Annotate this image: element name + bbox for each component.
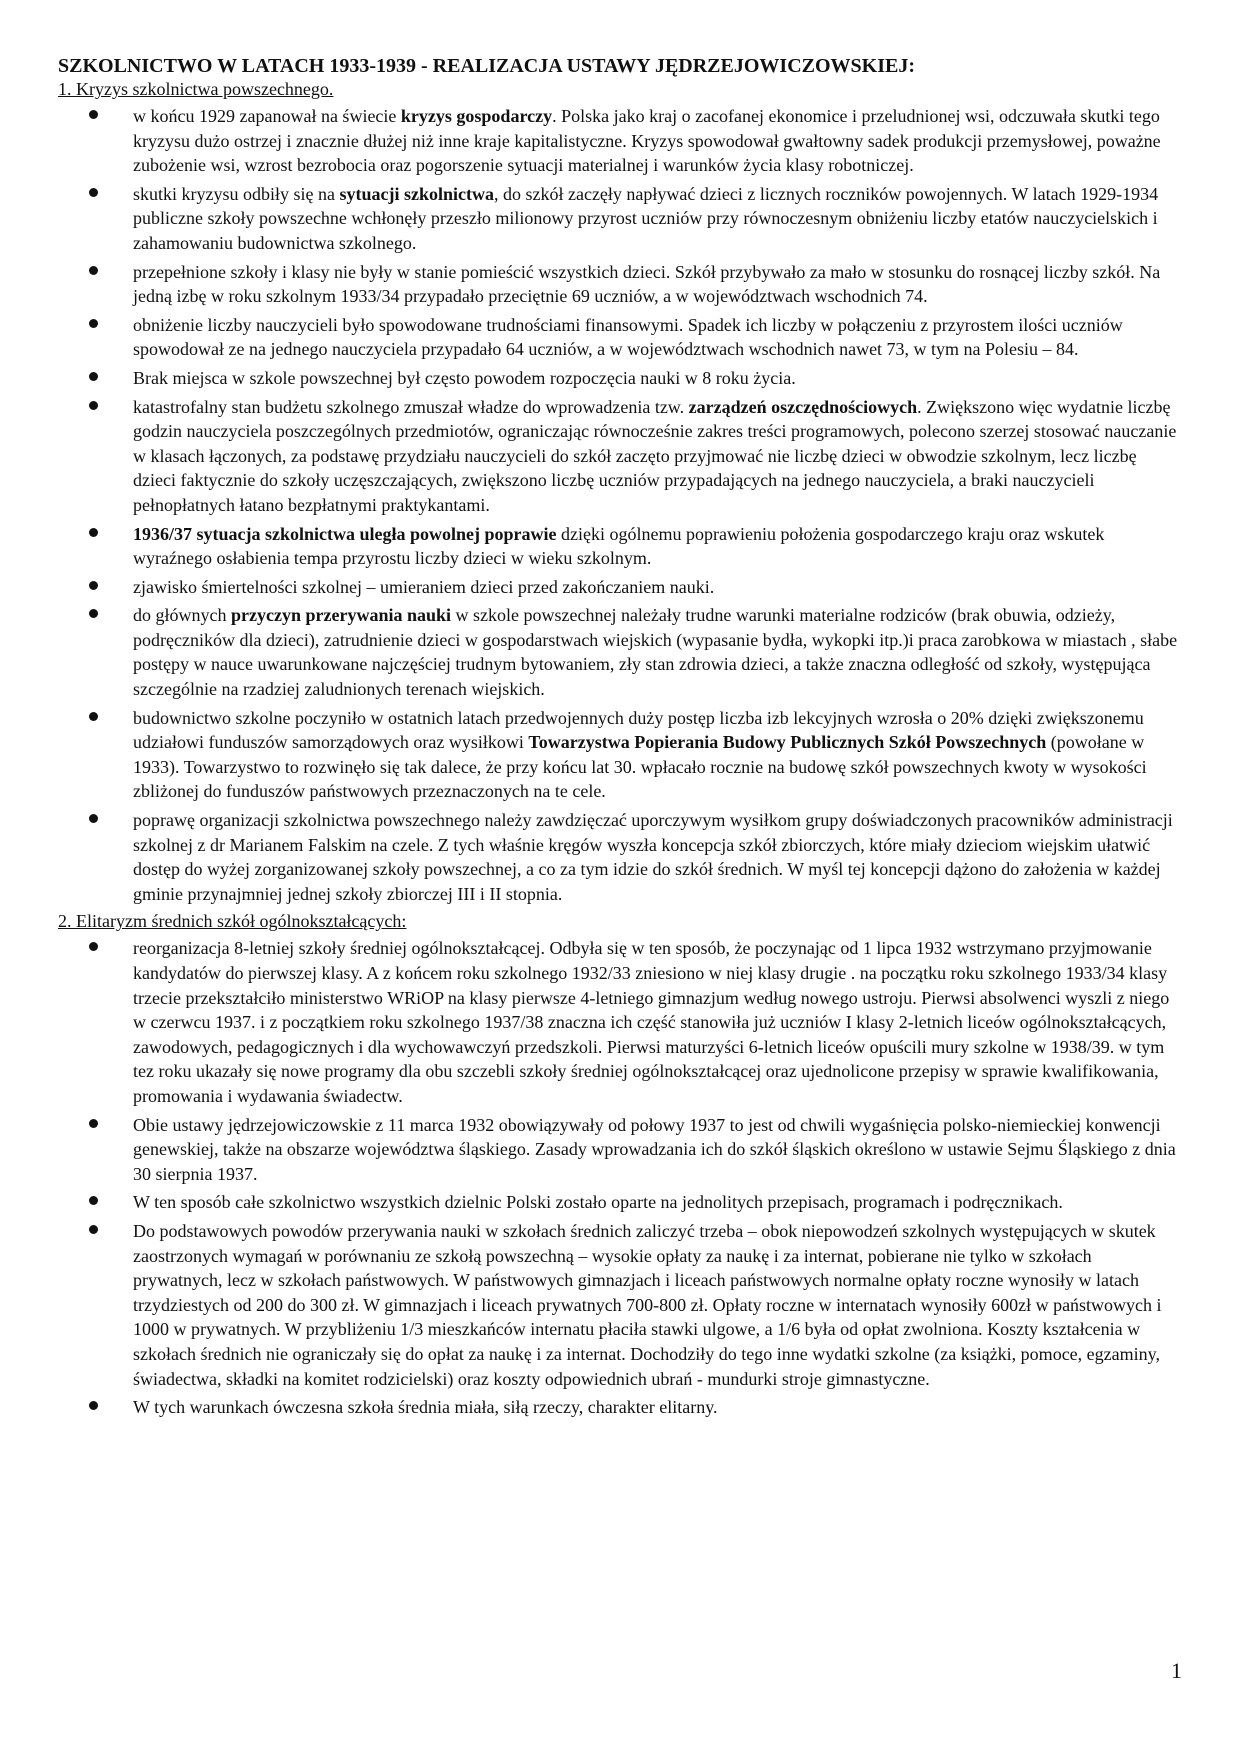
bullet-icon — [89, 266, 98, 275]
bullet-icon — [89, 401, 98, 410]
section-2 — [58, 910, 1183, 1419]
body-text: (powołane w 1933). Towarzystwo to rozwinęło się tak dalece, że przy końcu lat 30. wpłacało rocznie na budowę szkół powszechnych kwoty w wysokości zbliżonej do funduszów państwowych przeznaczonych na te cele. — [133, 732, 1147, 802]
body-text: . Zwiększono więc wydatnie liczbę godzin nauczyciela poszczególnych przedmiotów, ograniczając równocześnie zakres treści programowych, polecono szerzej stosować nauczanie w klasach łączonych, za podstawę przydziału nauczycieli do szkół zaczęto przyjmować nie liczbę dzieci w obwodzie szkolnym, lecz liczbę dzieci faktycznie do szkoły uczęszczających, zwiększono liczbę uczniów przypadających na jednego nauczyciela, a braki nauczycieli pełnopłatnych łatano bezpłatnymi praktykantami. — [133, 396, 1177, 515]
body-text: skutki kryzysu odbiły się na — [133, 183, 340, 204]
section-heading: 1. Kryzys szkolnictwa powszechnego. — [58, 79, 334, 99]
bold-text: zarządzeń oszczędnościowych — [688, 396, 918, 417]
document-content — [58, 54, 1183, 1424]
bold-text: kryzys gospodarczy — [400, 106, 553, 126]
list-item — [58, 1190, 1183, 1215]
list-item — [58, 808, 1183, 906]
section-1 — [58, 78, 1183, 906]
page-number: 1 — [1171, 1658, 1182, 1683]
list-item — [58, 366, 1183, 391]
body-text: do głównych — [133, 605, 231, 626]
list-item — [58, 1113, 1183, 1187]
body-text: reorganizacja 8-letniej szkoły średniej ogólnokształcącej. Odbyła się w ten sposób, że poczynając od 1 lipca 1932 wstrzymano przyjmowanie kandydatów do pierwszej klasy. A z końcem roku szkolnego 1932/33 zniesiono w niej klasy drugie . na początku roku szkolnego 1933/34 klasy trzecie przekształciło ministerstwo WRiOP na klasy pierwsze 4-letniego gimnazjum według nowego ustroju. Pierwsi absolwenci wyszli z niego w czerwcu 1937. i z początkiem roku szkolnego 1937/38 znaczna ich część stanowiła już uczniów I klasy 2-letnich liceów ogólnokształcących, zawodowych, pedagogicznych i dla wychowawczyń przedszkoli. Pierwsi maturzyści 6-letnich liceów opuścili mury szkolne w 1938/39. w tym tez roku ukazały się nowe programy dla obu szczebli szkoły średniej ogólnokształcącej oraz ujednolicone przepisy w sprawie kwalifikowania, promowania i wydawania świadectw. — [133, 938, 1170, 1106]
body-text: w końcu 1929 zapanował na świecie — [133, 106, 401, 126]
bullet-icon — [89, 372, 98, 381]
bullet-list — [58, 104, 1183, 906]
bullet-icon — [89, 1401, 98, 1410]
bold-text: przyczyn przerywania nauki — [231, 605, 451, 626]
bullet-icon — [89, 581, 98, 590]
list-item — [58, 1219, 1183, 1391]
list-item — [58, 522, 1183, 571]
document-sections — [58, 78, 1183, 1420]
bold-text: 1936/37 sytuacja szkolnictwa uległa powolnej poprawie — [133, 523, 557, 544]
list-item — [58, 260, 1183, 309]
body-text: Brak miejsca w szkole powszechnej był często powodem rozpoczęcia nauki w 8 roku życia. — [133, 367, 796, 388]
list-item — [58, 395, 1183, 518]
list-item — [58, 1395, 1183, 1420]
body-text: W ten sposób całe szkolnictwo wszystkich dzielnic Polski zostało oparte na jednolitych przepisach, programach i podręcznikach. — [133, 1192, 1063, 1213]
list-item — [58, 706, 1183, 804]
bullet-list — [58, 936, 1183, 1419]
bullet-icon — [89, 110, 98, 119]
section-heading: 2. Elitaryzm średnich szkół ogólnokształcących: — [58, 911, 407, 932]
body-text: obniżenie liczby nauczycieli było spowodowane trudnościami finansowymi. Spadek ich liczby w połączeniu z przyrostem ilości uczniów spowodował ze na jednego nauczyciela przypadało 64 uczniów, a w województwach wschodnich nawet 73, w tym na Polesiu – 84. — [133, 314, 1123, 360]
bullet-icon — [89, 188, 98, 197]
list-item — [58, 182, 1183, 256]
bullet-icon — [89, 528, 98, 537]
bullet-icon — [89, 1225, 98, 1234]
body-text: przepełnione szkoły i klasy nie były w stanie pomieścić wszystkich dzieci. Szkół przybywało za mało w stosunku do rosnącej liczby szkół. Na jedną izbę w roku szkolnym 1933/34 przypadało przeciętnie 69 uczniów, a w województwach wschodnich 74. — [133, 261, 1161, 307]
list-item — [58, 104, 1183, 178]
body-text: Obie ustawy jędrzejowiczowskie z 11 marca 1932 obowiązywały od połowy 1937 to jest od chwili wygaśnięcia polsko-niemieckiej konwencji genewskiej, także na obszarze województwa śląskiego. Zasady wprowadzania ich do szkół śląskich określono w ustawie Sejmu Śląskiego z dnia 30 sierpnia 1937. — [133, 1114, 1176, 1184]
bullet-icon — [89, 609, 98, 618]
body-text: Do podstawowych powodów przerywania nauki w szkołach średnich zaliczyć trzeba – obok niepowodzeń szkolnych występujących w skutek zaostrzonych wymagań w porównaniu ze szkołą powszechną – wysokie opłaty za naukę i za internat, pobierane nie tylko w szkołach prywatnych, lecz w szkołach państwowych. W państwowych gimnazjach i liceach państwowych normalne opłaty roczne wynosiły w latach trzydziestych od 200 do 300 zł. W gimnazjach i liceach prywatnych 700-800 zł. Opłaty roczne w internatach wynosiły 600zł w państwowych i 1000 w prywatnych. W przybliżeniu 1/3 mieszkańców internatu płaciła stawki ulgowe, a 1/6 była od opłat zwolniona. Koszty kształcenia w szkołach średnich nie ograniczały się do opłat za naukę i za internat. Dochodziły do tego inne wydatki szkolne (za książki, pomoce, egzaminy, świadectwa, składki na komitet rodzicielski) oraz koszty odpowiednich ubrań - mundurki stroje gimnastyczne. — [133, 1220, 1162, 1389]
list-item — [58, 575, 1183, 600]
list-item — [58, 603, 1183, 701]
bold-text: Towarzystwa Popierania Budowy Publicznych Szkół Powszechnych — [528, 732, 1047, 753]
bullet-icon — [89, 319, 98, 328]
body-text: budownictwo szkolne poczyniło w ostatnich latach przedwojennych duży postęp liczba izb lekcyjnych wzrosła o 20% dzięki zwiększonemu udziałowi funduszów samorządowych oraz wysiłkowi — [133, 707, 1144, 753]
body-text: , do szkół zaczęły napływać dzieci z licznych roczników powojennych. W latach 1929-1934 publiczne szkoły powszechne wchłonęły przeszło milionowy przyrost uczniów przy równoczesnym obniżeniu liczby etatów nauczycielskich i zahamowaniu budownictwa szkolnego. — [133, 183, 1159, 253]
list-item — [58, 313, 1183, 362]
body-text: zjawisko śmiertelności szkolnej – umieraniem dzieci przed zakończaniem nauki. — [133, 576, 715, 597]
bullet-icon — [89, 712, 98, 721]
document-title: SZKOLNICTWO W LATACH 1933-1939 - REALIZACJA USTAWY JĘDRZEJOWICZOWSKIEJ: — [58, 55, 915, 77]
bullet-icon — [89, 1196, 98, 1205]
body-text: dzięki ogólnemu poprawieniu położenia gospodarczego kraju oraz wskutek wyraźnego osłabienia tempa przyrostu liczby dzieci w wieku szkolnym. — [133, 523, 1105, 569]
body-text: katastrofalny stan budżetu szkolnego zmuszał władze do wprowadzenia tzw. — [133, 396, 689, 417]
body-text: w szkole powszechnej należały trudne warunki materialne rodziców (brak obuwia, odzieży, podręczników dla dzieci), zatrudnienie dzieci w gospodarstwach wiejskich (wypasanie bydła, wykopki itp.)i praca zarobkowa w miastach , słabe postępy w nauce uwarunkowane najczęściej trudnym bytowaniem, zły stan zdrowia dzieci, a także znaczna odległość od szkoły, występująca szczególnie na rzadziej zaludnionych terenach wiejskich. — [133, 605, 1178, 700]
bullet-icon — [89, 814, 98, 823]
bullet-icon — [89, 942, 98, 951]
body-text: W tych warunkach ówczesna szkoła średnia miała, siłą rzeczy, charakter elitarny. — [133, 1397, 718, 1418]
body-text: poprawę organizacji szkolnictwa powszechnego należy zawdzięczać uporczywym wysiłkom grupy doświadczonych pracowników administracji szkolnej z dr Marianem Falskim na czele. Z tych właśnie kręgów wyszła koncepcja szkół zbiorczych, które miały dzieciom wiejskim ułatwić dostęp do wyżej zorganizowanej szkoły powszechnej, a co za tym idzie do szkół średnich. W myśl tej koncepcji dążono do założenia w każdej gminie przynajmniej jednej szkoły zbiorczej III i II stopnia. — [133, 810, 1173, 904]
bullet-icon — [89, 1119, 98, 1128]
bold-text: sytuacji szkolnictwa — [339, 183, 494, 204]
body-text: . Polska jako kraj o zacofanej ekonomice i przeludnionej wsi, odczuwała skutki tego kryzysu dużo ostrzej i znacznie dłużej niż inne kraje kapitalistyczne. Kryzys spowodował gwałtowny sadek produkcji przemysłowej, poważne zubożenie wsi, wzrost bezrobocia oraz pogorszenie sytuacji materialnej i warunków życia klasy robotniczej. — [133, 106, 1161, 176]
list-item — [58, 936, 1183, 1108]
